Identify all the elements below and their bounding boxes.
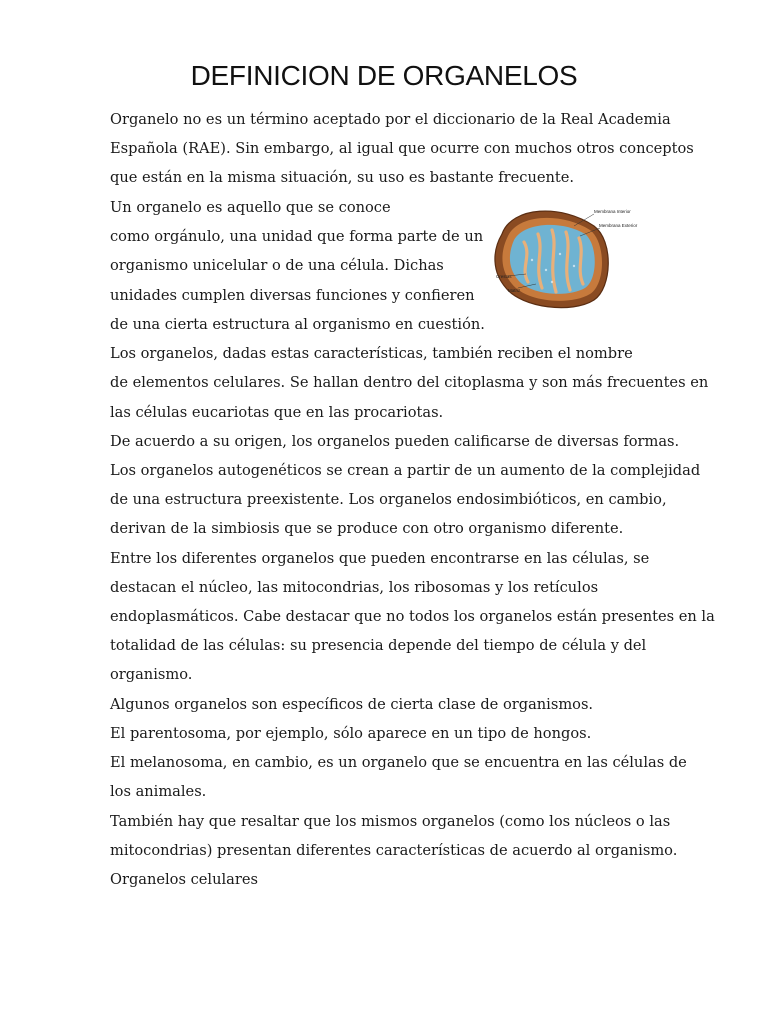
inner-membrane-label: Membrana Exterior [599,223,638,228]
text-line: destacan el núcleo, las mitocondrias, los ribosomas y los retículos [110,579,599,596]
text-line: totalidad de las células: su presencia depende del tiempo de célula y del [110,637,647,654]
text-line: de una estructura preexistente. Los organelos endosimbióticos, en cambio, [110,491,667,508]
text-line: Entre los diferentes organelos que pueden encontrarse en las células, se [110,550,650,567]
text-line: como orgánulo, una unidad que forma parte de un [110,228,484,245]
text-line: Un organelo es aquello que se conoce [110,199,391,216]
text-line: las células eucariotas que en las procariotas. [110,404,444,421]
text-line: los animales. [110,783,207,800]
cristae-label: Crestas [496,274,512,279]
text-line: organismo. [110,666,193,683]
text-line: unidades cumplen diversas funciones y confieren [110,287,475,304]
text-line: El parentosoma, por ejemplo, sólo aparece en un tipo de hongos. [110,725,592,742]
text-line: Algunos organelos son específicos de cierta clase de organismos. [110,696,594,713]
mitochondrion-illustration [482,196,638,316]
text-line: Organelo no es un término aceptado por el diccionario de la Real Academia [110,111,671,128]
text-line: endoplasmáticos. Cabe destacar que no todos los organelos están presentes en la [110,608,715,625]
text-line: derivan de la simbiosis que se produce con otro organismo diferente. [110,520,624,537]
text-line: organismo unicelular o de una célula. Dichas [110,257,444,274]
text-line: que están en la misma situación, su uso es bastante frecuente. [110,169,575,186]
text-line: Organelos celulares [110,871,258,888]
text-line: Los organelos autogenéticos se crean a partir de un aumento de la complejidad [110,462,701,479]
page-title: DEFINICION DE ORGANELOS [190,60,578,91]
text-line: Española (RAE). Sin embargo, al igual que ocurre con muchos otros conceptos [110,140,694,157]
text-line: mitocondrias) presentan diferentes características de acuerdo al organismo. [110,842,678,859]
text-line: También hay que resaltar que los mismos organelos (como los núcleos o las [110,813,671,830]
text-line: de elementos celulares. Se hallan dentro del citoplasma y son más frecuentes en [110,374,709,391]
text-line: El melanosoma, en cambio, es un organelo que se encuentra en las células de [110,754,687,771]
outer-membrane-label: Membrana Interior [594,209,631,214]
matrix-label: Matriz [508,288,521,293]
text-line: De acuerdo a su origen, los organelos pueden calificarse de diversas formas. [110,433,680,450]
text-line: de una cierta estructura al organismo en cuestión. [110,316,485,333]
text-line: Los organelos, dadas estas características, también reciben el nombre [110,345,633,362]
